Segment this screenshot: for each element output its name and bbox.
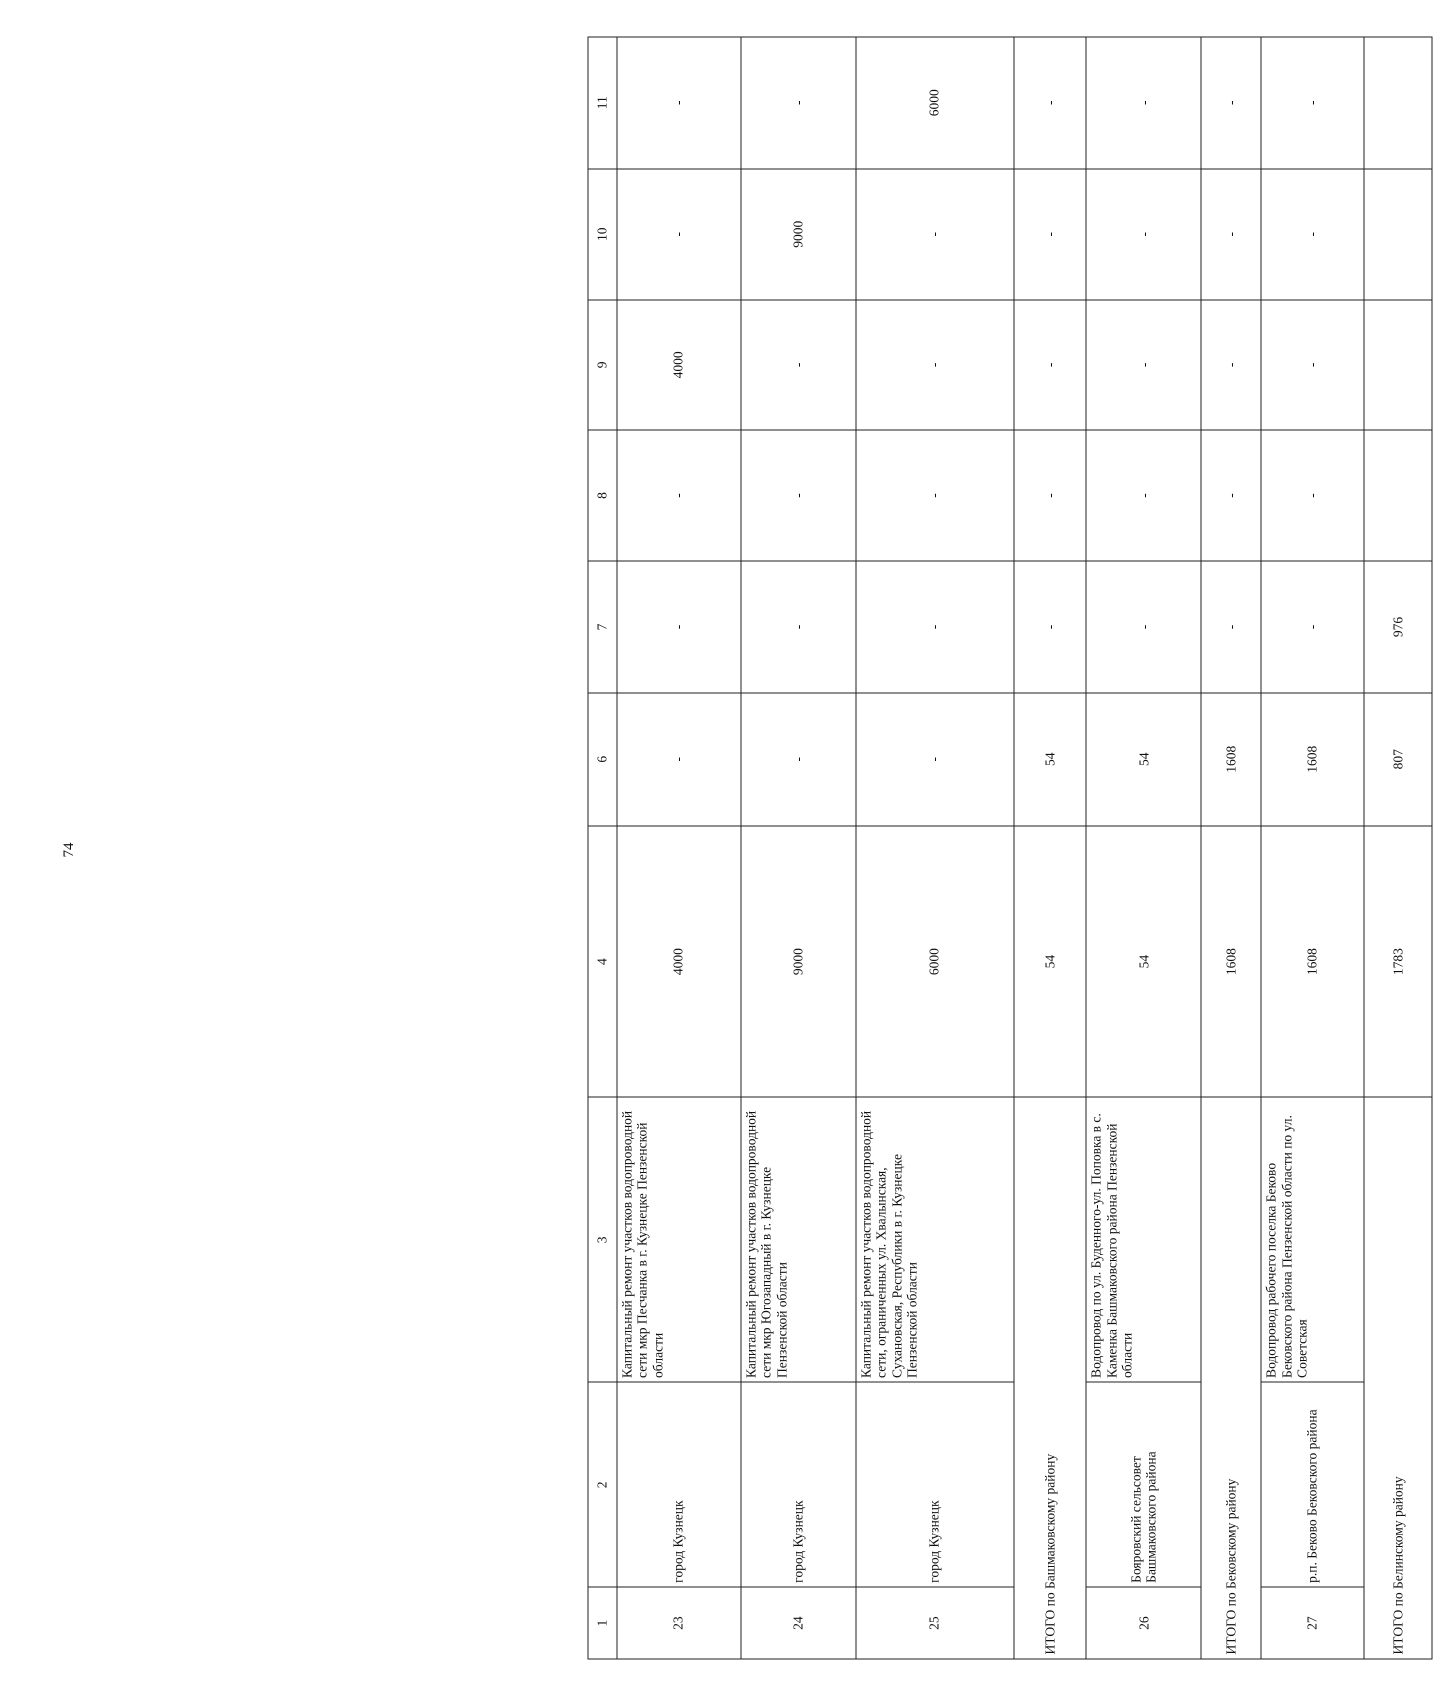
table-cell: 9000 [741, 826, 856, 1097]
column-header: 4 [588, 826, 617, 1097]
table-cell: - [741, 300, 856, 430]
project-description-cell: Водопровод рабочего поселка Беково Бековского района Пензенской области по ул. Советская [1261, 1097, 1363, 1382]
table-cell: - [1201, 430, 1261, 561]
row-number: 24 [741, 1587, 856, 1659]
table-cell: 54 [1014, 693, 1087, 826]
table-row [741, 37, 856, 1659]
municipality-cell: город Кузнецк [617, 1382, 741, 1587]
municipality-cell: Бояровский сельсовет Башмаковского района [1086, 1382, 1201, 1587]
table-cell: 976 [1364, 561, 1432, 692]
table-row [1261, 37, 1363, 1659]
project-description-cell: Капитальный ремонт участков водопроводной сети мкр Песчанка в г. Кузнецке Пензенской области [617, 1097, 741, 1382]
table-cell: 1608 [1261, 826, 1363, 1097]
table-cell: 9000 [741, 169, 856, 300]
table-cell: - [1086, 430, 1201, 561]
column-header: 11 [588, 37, 617, 169]
table-cell: - [1201, 300, 1261, 430]
table-row [856, 37, 1014, 1659]
column-header: 1 [588, 1587, 617, 1659]
table-cell: 1608 [1201, 693, 1261, 826]
table-cell [1364, 430, 1432, 561]
table-cell: - [741, 37, 856, 169]
table-cell: - [856, 300, 1014, 430]
table-cell: - [1014, 561, 1087, 692]
table-cell: 4000 [617, 826, 741, 1097]
table-cell: - [741, 430, 856, 561]
table-cell: 6000 [856, 826, 1014, 1097]
column-header: 2 [588, 1382, 617, 1587]
table-cell: - [617, 561, 741, 692]
table-cell: 1608 [1261, 693, 1363, 826]
table-cell: - [617, 169, 741, 300]
subtotal-label: ИТОГО по Белинскому району [1364, 1097, 1432, 1659]
table-cell: - [1086, 561, 1201, 692]
table-cell: - [617, 693, 741, 826]
table-cell: 54 [1014, 826, 1087, 1097]
column-header: 8 [588, 430, 617, 561]
column-header: 7 [588, 561, 617, 692]
subtotal-row [1364, 37, 1432, 1659]
table-cell: 1783 [1364, 826, 1432, 1097]
table-cell: - [1261, 169, 1363, 300]
municipality-cell: город Кузнецк [741, 1382, 856, 1587]
table-row [617, 37, 741, 1659]
table-header-row [588, 37, 617, 1659]
table-cell: - [1086, 169, 1201, 300]
table-cell: 54 [1086, 693, 1201, 826]
column-header: 9 [588, 300, 617, 430]
table-cell: - [1261, 430, 1363, 561]
subtotal-row [1014, 37, 1087, 1659]
table-cell: - [1014, 430, 1087, 561]
table-cell: 807 [1364, 693, 1432, 826]
table-cell: - [856, 169, 1014, 300]
table-cell: 4000 [617, 300, 741, 430]
table-cell: - [1201, 561, 1261, 692]
table-cell: - [1014, 169, 1087, 300]
municipality-cell: р.п. Беково Бековского района [1261, 1382, 1363, 1587]
table-cell: - [1201, 37, 1261, 169]
table-cell: 54 [1086, 826, 1201, 1097]
row-number: 25 [856, 1587, 1014, 1659]
table-cell: - [617, 430, 741, 561]
table-cell: - [856, 693, 1014, 826]
table-cell: 1608 [1201, 826, 1261, 1097]
project-description-cell: Водопровод по ул. Буденного-ул. Поповка в с. Каменка Башмаковского района Пензенской области [1086, 1097, 1201, 1382]
column-header: 10 [588, 169, 617, 300]
table-cell: - [741, 561, 856, 692]
table-cell: - [1014, 300, 1087, 430]
table-cell: - [741, 693, 856, 826]
table-cell: - [617, 37, 741, 169]
table-cell: - [1261, 561, 1363, 692]
table-row [1086, 37, 1201, 1659]
municipality-cell: город Кузнецк [856, 1382, 1014, 1587]
page-number: 74 [61, 842, 77, 858]
table-cell: - [1086, 300, 1201, 430]
row-number: 26 [1086, 1587, 1201, 1659]
column-header: 6 [588, 693, 617, 826]
table-cell: - [856, 430, 1014, 561]
row-number: 27 [1261, 1587, 1363, 1659]
project-description-cell: Капитальный ремонт участков водопроводной сети мкр Югозападный в г. Кузнецке Пензенской области [741, 1097, 856, 1382]
table-cell [1364, 300, 1432, 430]
data-table [588, 37, 1433, 1660]
subtotal-row [1201, 37, 1261, 1659]
table-cell [1364, 37, 1432, 169]
table-cell [1364, 169, 1432, 300]
table-cell: - [1261, 37, 1363, 169]
project-description-cell: Капитальный ремонт участков водопроводной сети, ограниченных ул. Хвалынская, Сухановская, Республики в г. Кузнецке Пензенской области [856, 1097, 1014, 1382]
table-cell: 6000 [856, 37, 1014, 169]
row-number: 23 [617, 1587, 741, 1659]
table-cell: - [1086, 37, 1201, 169]
column-header: 3 [588, 1097, 617, 1382]
subtotal-label: ИТОГО по Башмаковскому району [1014, 1097, 1087, 1659]
table-cell: - [1261, 300, 1363, 430]
table-cell: - [1014, 37, 1087, 169]
table-cell: - [1201, 169, 1261, 300]
table-cell: - [856, 561, 1014, 692]
subtotal-label: ИТОГО по Бековскому району [1201, 1097, 1261, 1659]
